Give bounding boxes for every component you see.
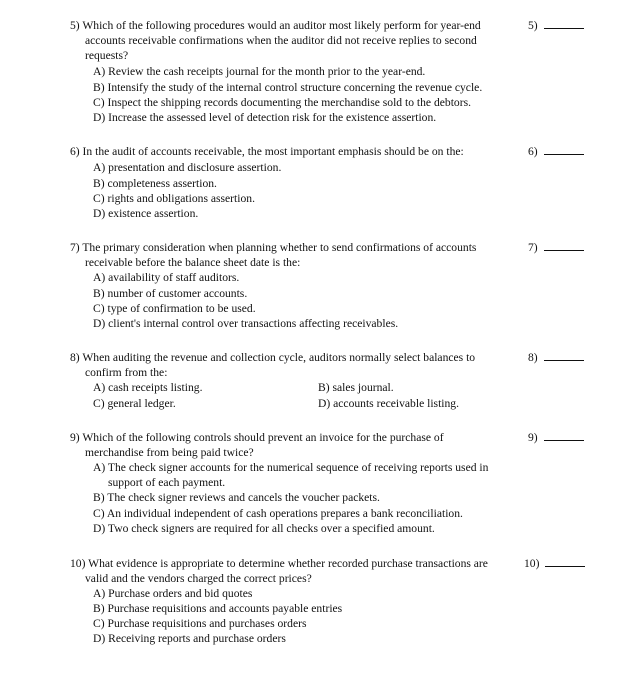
question-5-option-a: A) Review the cash receipts journal for the month prior to the year-end. xyxy=(93,65,426,78)
question-10-option-d: D) Receiving reports and purchase orders xyxy=(93,632,286,645)
question-5-line-2: accounts receivable confirmations when the auditor did not receive replies to second xyxy=(85,34,477,47)
question-8-option-d: D) accounts receivable listing. xyxy=(318,397,460,410)
answer-label-10: 10) xyxy=(524,557,540,570)
question-6-option-d: D) existence assertion. xyxy=(93,207,199,220)
question-6-option-c: C) rights and obligations assertion. xyxy=(93,192,255,205)
answer-label-6: 6) xyxy=(528,145,538,158)
question-10-option-b: B) Purchase requisitions and accounts payable entries xyxy=(93,602,343,615)
answer-underline-8[interactable] xyxy=(544,351,584,361)
question-9-option-a: A) The check signer accounts for the numerical sequence of receiving reports used in xyxy=(93,461,489,474)
question-7-option-c: C) type of confirmation to be used. xyxy=(93,302,256,315)
answer-label-5: 5) xyxy=(528,19,538,32)
question-6-line-1: 6) In the audit of accounts receivable, the most important emphasis should be on the: xyxy=(70,145,464,158)
question-5-stem xyxy=(70,18,520,63)
question-7-line-1: 7) The primary consideration when planning whether to send confirmations of accounts xyxy=(70,241,477,254)
question-5-line-3: requests? xyxy=(85,49,129,62)
question-7-option-b: B) number of customer accounts. xyxy=(93,287,248,300)
question-7-line-2: receivable before the balance sheet date is the: xyxy=(85,256,301,269)
question-9-option-b: B) The check signer reviews and cancels the voucher packets. xyxy=(93,491,380,504)
answer-underline-5[interactable] xyxy=(544,19,584,29)
answer-underline-6[interactable] xyxy=(544,145,584,155)
question-8-stem xyxy=(70,350,520,380)
question-10-stem xyxy=(70,556,520,586)
question-10-line-1: 10) What evidence is appropriate to determine whether recorded purchase transactions are xyxy=(70,557,488,570)
answer-blank-7[interactable] xyxy=(528,240,584,255)
question-9-line-2: merchandise from being paid twice? xyxy=(85,446,254,459)
question-10-option-c: C) Purchase requisitions and purchases orders xyxy=(93,617,307,630)
question-5-option-d: D) Increase the assessed level of detection risk for the existence assertion. xyxy=(93,111,437,124)
answer-label-8: 8) xyxy=(528,351,538,364)
question-5-option-b: B) Intensify the study of the internal control structure concerning the revenue cycle. xyxy=(93,81,483,94)
question-7-option-a: A) availability of staff auditors. xyxy=(93,271,240,284)
question-9-option-d: D) Two check signers are required for all checks over a specified amount. xyxy=(93,522,435,535)
answer-underline-9[interactable] xyxy=(544,431,584,441)
question-9-option-a-continued: support of each payment. xyxy=(108,476,226,489)
answer-underline-7[interactable] xyxy=(544,241,584,251)
question-6-stem xyxy=(70,144,520,159)
answer-blank-8[interactable] xyxy=(528,350,584,365)
question-7-stem xyxy=(70,240,520,270)
question-5-line-1: 5) Which of the following procedures would an auditor most likely perform for year-end xyxy=(70,19,481,32)
answer-blank-5[interactable] xyxy=(528,18,584,33)
answer-blank-6[interactable] xyxy=(528,144,584,159)
question-7-option-d: D) client's internal control over transactions affecting receivables. xyxy=(93,317,399,330)
question-8-line-1: 8) When auditing the revenue and collection cycle, auditors normally select balances to xyxy=(70,351,476,364)
question-8-line-2: confirm from the: xyxy=(85,366,168,379)
answer-underline-10[interactable] xyxy=(545,557,585,567)
question-6-option-b: B) completeness assertion. xyxy=(93,177,217,190)
question-10-option-a: A) Purchase orders and bid quotes xyxy=(93,587,253,600)
answer-blank-9[interactable] xyxy=(528,430,584,445)
question-6-option-a: A) presentation and disclosure assertion. xyxy=(93,161,282,174)
answer-blank-10[interactable] xyxy=(524,556,585,571)
answer-label-7: 7) xyxy=(528,241,538,254)
question-5-option-c: C) Inspect the shipping records documenting the merchandise sold to the debtors. xyxy=(93,96,471,109)
question-8-option-a: A) cash receipts listing. xyxy=(93,381,203,394)
question-9-line-1: 9) Which of the following controls should prevent an invoice for the purchase of xyxy=(70,431,444,444)
question-9-stem xyxy=(70,430,520,460)
question-8-option-c: C) general ledger. xyxy=(93,397,176,410)
question-9-option-c: C) An individual independent of cash operations prepares a bank reconciliation. xyxy=(93,507,463,520)
question-10-line-2: valid and the vendors charged the correct prices? xyxy=(85,572,312,585)
question-8-option-b: B) sales journal. xyxy=(318,381,394,394)
answer-label-9: 9) xyxy=(528,431,538,444)
